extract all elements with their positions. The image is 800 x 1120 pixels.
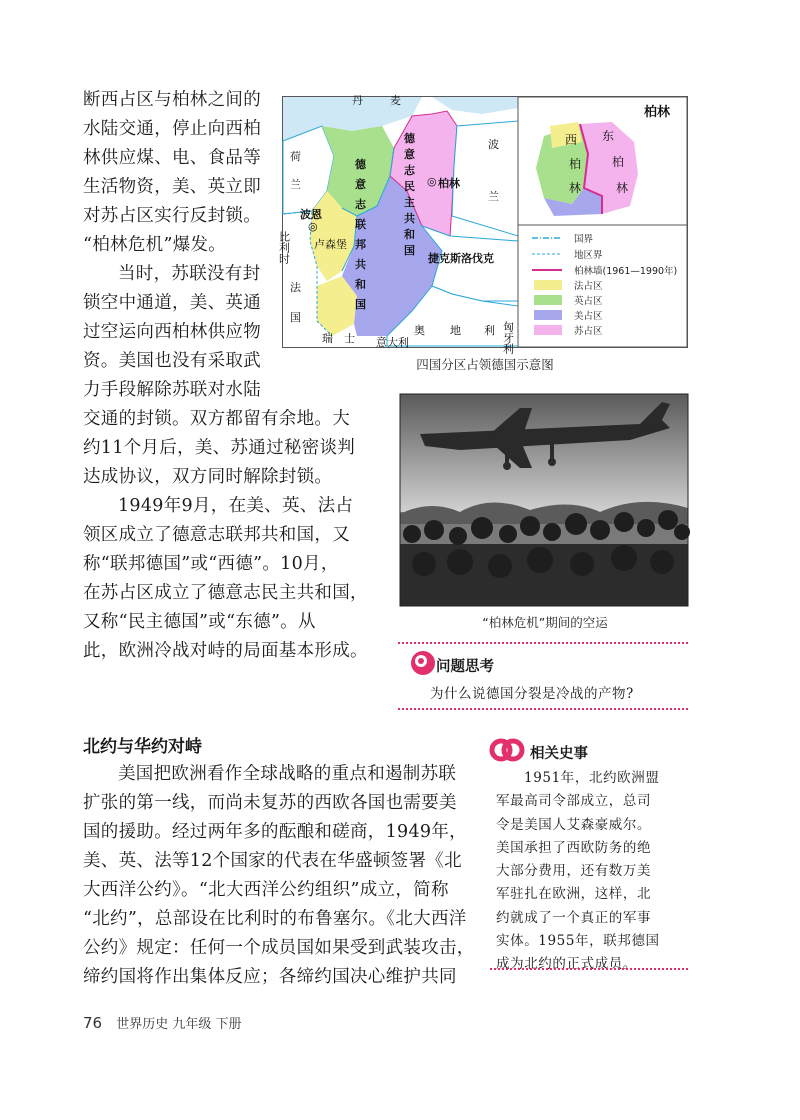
- text-line: 过空运向西柏林供应物: [83, 322, 261, 342]
- label-austria-2: 地: [450, 324, 461, 337]
- text-line: 锁空中通道，美、英通: [83, 293, 261, 313]
- text-line: 扩张的第一线，而尚未复苏的西欧各国也需要美: [83, 793, 457, 813]
- label-belgium: 比利时: [277, 231, 291, 264]
- text-line: 当时，苏联没有封: [118, 264, 261, 284]
- text-line: 断西占区与柏林之间的: [83, 90, 261, 110]
- label-frg-char: 志: [355, 198, 366, 211]
- think-box-bottom-divider: [398, 708, 688, 710]
- page-number: 76: [83, 1014, 103, 1032]
- think-box-top-divider: [398, 642, 688, 644]
- text-line: 达成协议，双方同时解除封锁。: [83, 467, 333, 487]
- label-netherlands-1: 荷: [290, 150, 301, 163]
- map-legend: [518, 225, 687, 347]
- label-czechoslovakia: 捷克斯洛伐克: [428, 252, 494, 265]
- history-icon: [490, 735, 524, 765]
- legend-label: 国界: [574, 234, 594, 245]
- think-box-title: 问题思考: [436, 659, 494, 675]
- label-luxembourg: 卢森堡: [314, 238, 347, 251]
- legend-swatch-american: [534, 310, 562, 320]
- question-icon: [408, 648, 438, 678]
- legend-label: 法占区: [574, 281, 603, 292]
- text-line: “北约”，总部设在比利时的布鲁塞尔。《北大西洋: [83, 909, 467, 929]
- label-hungary: 匈牙利: [501, 321, 515, 354]
- capital-marker-berlin: ◎: [427, 175, 437, 188]
- legend-swatch-french: [534, 280, 562, 290]
- label-france-2: 国: [290, 311, 301, 324]
- history-box-text: [496, 767, 690, 977]
- history-box-bottom-divider: [490, 968, 688, 970]
- text-line: 林供应煤、电、食品等: [83, 148, 261, 168]
- text-line: 领区成立了德意志联邦共和国，又: [83, 525, 350, 545]
- airlift-photo: [400, 394, 688, 606]
- label-bonn: 波恩: [300, 208, 322, 221]
- label-austria-3: 利: [484, 324, 495, 337]
- berlin-west-char: 西: [565, 133, 578, 147]
- text-line: 军驻扎在欧洲，这样，北: [496, 886, 652, 903]
- text-line: 又称“民主德国”或“东德”。从: [83, 612, 316, 632]
- occupation-map-figure: [277, 94, 688, 354]
- legend-swatch-soviet: [534, 325, 562, 335]
- capital-marker-bonn: ◎: [308, 220, 318, 233]
- berlin-east-char: 柏: [612, 155, 625, 169]
- occupation-map: [277, 94, 688, 354]
- text-line: 此，欧洲冷战对峙的局面基本形成。: [83, 641, 368, 661]
- label-austria-1: 奥: [414, 324, 425, 337]
- text-line: 大部分费用，还有数万美: [496, 863, 652, 880]
- text-line: 公约》规定：任何一个成员国如果受到武装攻击，: [83, 938, 475, 958]
- label-frg-char: 联: [355, 218, 366, 231]
- airlift-photo-image: [400, 394, 688, 606]
- text-line: 1951年，北约欧洲盟: [524, 770, 660, 786]
- label-gdr-char: 意: [404, 148, 415, 161]
- text-line: 生活物资，美、英立即: [83, 177, 261, 197]
- text-line: 美国把欧洲看作全球战略的重点和遏制苏联: [118, 764, 457, 784]
- label-frg-char: 意: [355, 178, 366, 191]
- label-frg-char: 共: [355, 258, 366, 271]
- label-gdr-char: 共: [404, 212, 415, 225]
- paragraph-airlift: [83, 260, 283, 405]
- berlin-east-char: 林: [616, 181, 629, 195]
- label-denmark-1: 丹: [352, 94, 363, 107]
- berlin-west-char: 林: [569, 181, 582, 195]
- berlin-east-char: 东: [602, 129, 615, 143]
- text-line: 对苏占区实行反封锁。: [83, 206, 261, 226]
- legend-label: 柏林墙(1961—1990年): [574, 266, 678, 277]
- berlin-inset-title: 柏林: [644, 105, 671, 120]
- text-line: 令是美国人艾森豪威尔。: [496, 816, 652, 833]
- photo-caption: “柏林危机”期间的空运: [482, 615, 608, 630]
- label-poland-1: 波: [488, 138, 499, 151]
- book-title: 世界历史 九年级 下册: [116, 1017, 242, 1032]
- label-frg-char: 邦: [355, 238, 366, 251]
- legend-label: 苏占区: [574, 326, 603, 337]
- berlin-inset: [518, 97, 687, 225]
- label-gdr-char: 民: [404, 180, 415, 193]
- label-switzerland-1: 瑞: [322, 332, 333, 345]
- legend-label: 英占区: [574, 296, 603, 307]
- text-line: 成为北约的正式成员。: [496, 956, 637, 973]
- label-gdr-char: 和: [404, 228, 415, 241]
- label-switzerland-2: 士: [344, 332, 355, 345]
- text-line: 实体。1955年，联邦德国: [496, 933, 660, 950]
- text-line: 缔约国将作出集体反应；各缔约国决心维护共同: [83, 967, 457, 987]
- label-france-1: 法: [290, 281, 301, 294]
- label-italy: 意大利: [376, 336, 409, 349]
- history-box: [490, 735, 690, 975]
- history-box-title: 相关史事: [530, 746, 588, 762]
- paragraph-nato: [83, 760, 483, 992]
- legend-label: 美占区: [574, 311, 603, 322]
- map-caption: 四国分区占领德国示意图: [416, 357, 554, 372]
- label-berlin: 柏林: [438, 177, 460, 190]
- label-frg-char: 和: [355, 278, 366, 291]
- text-line: 大西洋公约》。“北大西洋公约组织”成立，简称: [83, 880, 449, 900]
- text-line: 资。美国也没有采取武: [83, 351, 261, 371]
- label-poland-2: 兰: [488, 190, 499, 203]
- text-line: “柏林危机”爆发。: [83, 235, 227, 255]
- label-gdr-char: 主: [404, 196, 415, 209]
- label-gdr-char: 志: [404, 164, 415, 177]
- text-line: 国的援助。经过两年多的酝酿和磋商，1949年，: [83, 822, 467, 842]
- text-line: 军最高司令部成立，总司: [496, 793, 652, 810]
- think-box-question: 为什么说德国分裂是冷战的产物?: [430, 686, 634, 702]
- think-box: [398, 646, 688, 706]
- text-line: 约11个月后，美、苏通过秘密谈判: [83, 438, 356, 458]
- berlin-west-char: 柏: [569, 157, 582, 171]
- text-line: 在苏占区成立了德意志民主共和国，: [83, 583, 368, 603]
- label-frg-char: 德: [355, 158, 366, 171]
- text-line: 水陆交通，停止向西柏: [83, 119, 261, 139]
- paragraph-blockade: [83, 86, 283, 260]
- section-title: 北约与华约对峙: [83, 737, 202, 757]
- text-line: 美国承担了西欧防务的绝: [496, 839, 652, 856]
- label-gdr-char: 国: [404, 244, 415, 257]
- text-line: 美、英、法等12个国家的代表在华盛顿签署《北: [83, 851, 462, 871]
- text-line: 1949年9月，在美、英、法占: [118, 496, 354, 516]
- text-line: 约就成了一个真正的军事: [496, 909, 652, 926]
- paragraph-1949: [83, 492, 383, 666]
- text-line: 称“联邦德国”或“西德”。10月，: [83, 554, 339, 574]
- text-line: 力手段解除苏联对水陆: [83, 380, 261, 400]
- text-line: 交通的封锁。双方都留有余地。大: [83, 409, 350, 429]
- neighbour-poland: [452, 121, 518, 236]
- label-frg-char: 国: [355, 298, 366, 311]
- legend-swatch-british: [534, 295, 562, 305]
- paragraph-agreement: [83, 405, 383, 492]
- legend-label: 地区界: [574, 250, 603, 261]
- page-footer: [83, 1013, 242, 1032]
- label-denmark-2: 麦: [390, 94, 401, 107]
- label-netherlands-2: 兰: [290, 178, 301, 191]
- label-gdr-char: 德: [404, 132, 415, 145]
